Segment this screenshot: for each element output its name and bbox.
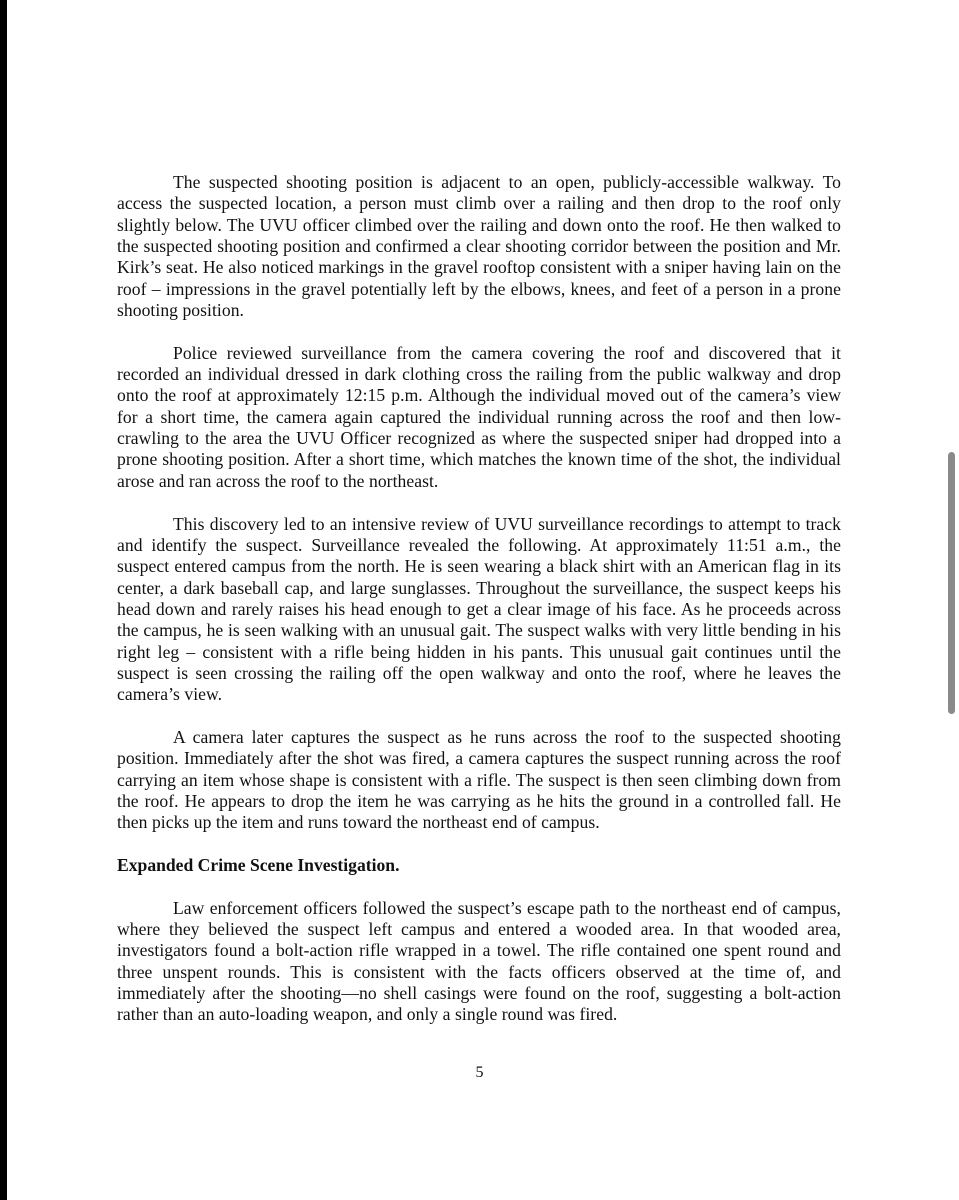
scrollbar-thumb[interactable] <box>948 452 955 714</box>
vertical-scrollbar[interactable] <box>945 0 959 1200</box>
paragraph-escape: A camera later captures the suspect as he runs across the roof to the suspected shooting position. Immediately after the shot was fired, a camera captures the suspect running across the roof carrying an item whose shape is consistent with a rifle. The suspect is then seen climbing down from the roof. He appears to drop the item he was carrying as he hits the ground in a controlled fall. He then picks up the item and runs toward the northeast end of campus. <box>117 726 841 833</box>
paragraph-rifle-found: Law enforcement officers followed the suspect’s escape path to the northeast end of campus, where they believed the suspect left campus and entered a wooded area. In that wooded area, investigators found a bolt-action rifle wrapped in a towel. The rifle contained one spent round and three unspent rounds. This is consistent with the facts officers observed at the time of, and immediately after the shooting—no shell casings were found on the roof, suggesting a bolt-action rather than an auto-loading weapon, and only a single round was fired. <box>117 897 841 1025</box>
paragraph-surveillance-review: This discovery led to an intensive review of UVU surveillance recordings to attempt to track and identify the suspect. Surveillance revealed the following. At approximately 11:51 a.m., the suspect entered campus from the north. He is seen wearing a black shirt with an American flag in its center, a dark baseball cap, and large sunglasses. Throughout the surveillance, the suspect keeps his head down and rarely raises his head enough to get a clear image of his face. As he proceeds across the campus, he is seen walking with an unusual gait. The suspect walks with very little bending in his right leg – consistent with a rifle being hidden in his pants. This unusual gait continues until the suspect is seen crossing the railing off the open walkway and onto the roof, where he leaves the camera’s view. <box>117 513 841 705</box>
paragraph-shooting-position: The suspected shooting position is adjacent to an open, publicly-accessible walkway. To access the suspected location, a person must climb over a railing and then drop to the roof only slightly below. The UVU officer climbed over the railing and down onto the roof. He then walked to the suspected shooting position and confirmed a clear shooting corridor between the position and Mr. Kirk’s seat. He also noticed markings in the gravel rooftop consistent with a sniper having lain on the roof – impressions in the gravel potentially left by the elbows, knees, and feet of a person in a prone shooting position. <box>117 172 841 321</box>
page-number: 5 <box>475 1064 484 1081</box>
section-heading: Expanded Crime Scene Investigation. <box>117 855 400 875</box>
paragraph-roof-camera: Police reviewed surveillance from the camera covering the roof and discovered that it recorded an individual dressed in dark clothing cross the railing from the public walkway and drop onto the roof at approximately 12:15 p.m. Although the individual moved out of the camera’s view for a short time, the camera again captured the individual running across the roof and then low-crawling to the area the UVU Officer recognized as where the suspected sniper had dropped into a prone shooting position. After a short time, which matches the known time of the shot, the individual arose and ran across the roof to the northeast. <box>117 342 841 491</box>
left-edge-border <box>0 0 7 1200</box>
document-page <box>117 172 841 1047</box>
